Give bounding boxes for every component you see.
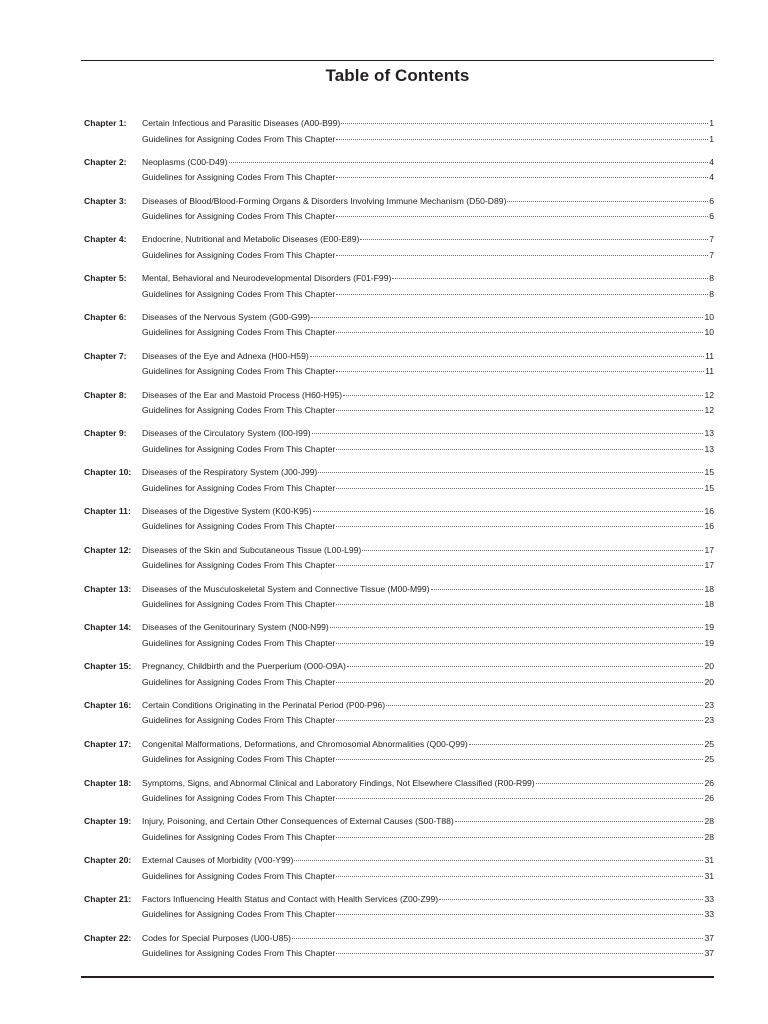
toc-chapter-11 xyxy=(81,504,714,543)
guideline-title: Guidelines for Assigning Codes From This Chapter xyxy=(142,715,336,726)
dot-leader xyxy=(336,255,708,256)
guideline-entry[interactable] xyxy=(142,713,714,728)
guideline-entry[interactable] xyxy=(142,519,714,534)
chapter-label: Chapter 19: xyxy=(84,816,132,827)
toc-chapter-9 xyxy=(81,426,714,465)
chapter-label: Chapter 14: xyxy=(84,622,132,633)
chapter-page-number: 23 xyxy=(704,699,714,710)
chapter-label: Chapter 15: xyxy=(84,661,132,672)
guideline-entry[interactable] xyxy=(142,132,714,147)
guideline-page-number: 26 xyxy=(704,793,714,804)
toc-page xyxy=(81,60,714,980)
chapter-entry[interactable] xyxy=(142,504,714,519)
dot-leader xyxy=(310,356,704,357)
chapter-title: Diseases of the Musculoskeletal System and Connective Tissue (M00-M99) xyxy=(142,583,430,594)
chapter-label: Chapter 18: xyxy=(84,777,132,788)
dot-leader xyxy=(229,162,709,163)
toc-chapter-5 xyxy=(81,271,714,310)
guideline-title: Guidelines for Assigning Codes From This Chapter xyxy=(142,599,336,610)
dot-leader xyxy=(336,643,703,644)
chapter-page-number: 4 xyxy=(709,156,714,167)
chapter-title: Endocrine, Nutritional and Metabolic Diseases (E00-E89) xyxy=(142,234,360,245)
chapter-label: Chapter 17: xyxy=(84,738,132,749)
chapter-page-number: 18 xyxy=(704,583,714,594)
toc-chapter-10 xyxy=(81,465,714,504)
dot-leader xyxy=(336,953,703,954)
dot-leader xyxy=(294,860,703,861)
chapter-page-number: 15 xyxy=(704,467,714,478)
guideline-title: Guidelines for Assigning Codes From This Chapter xyxy=(142,676,336,687)
chapter-page-number: 16 xyxy=(704,505,714,516)
chapter-entry[interactable] xyxy=(142,814,714,829)
guideline-page-number: 28 xyxy=(704,831,714,842)
chapter-label: Chapter 21: xyxy=(84,893,132,904)
dot-leader xyxy=(336,876,703,877)
guideline-entry[interactable] xyxy=(142,248,714,263)
chapter-title: Factors Influencing Health Status and Contact with Health Services (Z00-Z99) xyxy=(142,893,439,904)
dot-leader xyxy=(341,123,708,124)
chapter-entry[interactable] xyxy=(142,426,714,441)
dot-leader xyxy=(455,821,704,822)
chapter-page-number: 11 xyxy=(705,350,714,361)
guideline-title: Guidelines for Assigning Codes From This Chapter xyxy=(142,288,336,299)
guideline-entry[interactable] xyxy=(142,442,714,457)
chapter-entry[interactable] xyxy=(142,620,714,635)
guideline-entry[interactable] xyxy=(142,791,714,806)
page-title: Table of Contents xyxy=(325,66,470,85)
dot-leader xyxy=(292,938,703,939)
guideline-entry[interactable] xyxy=(142,481,714,496)
toc-chapter-13 xyxy=(81,582,714,621)
guideline-page-number: 4 xyxy=(709,172,714,183)
chapter-entry[interactable] xyxy=(142,737,714,752)
chapter-label: Chapter 1: xyxy=(84,118,127,128)
dot-leader xyxy=(336,294,708,295)
chapter-label: Chapter 13: xyxy=(84,583,132,594)
guideline-page-number: 33 xyxy=(704,909,714,920)
toc-chapter-20 xyxy=(81,853,714,892)
dot-leader xyxy=(431,589,704,590)
guideline-entry[interactable] xyxy=(142,403,714,418)
chapter-label: Chapter 9: xyxy=(84,428,127,439)
chapter-title: External Causes of Morbidity (V00-Y99) xyxy=(142,855,294,866)
dot-leader xyxy=(536,783,704,784)
guideline-title: Guidelines for Assigning Codes From This Chapter xyxy=(142,327,336,338)
chapter-title: Diseases of the Eye and Adnexa (H00-H59) xyxy=(142,350,309,361)
bottom-rule xyxy=(81,976,714,978)
dot-leader xyxy=(439,899,703,900)
chapter-label: Chapter 10: xyxy=(84,467,132,478)
chapter-title: Diseases of the Genitourinary System (N00-N99) xyxy=(142,622,329,633)
chapter-title: Symptoms, Signs, and Abnormal Clinical and Laboratory Findings, Not Elsewhere Classified (R00-R99) xyxy=(142,777,535,788)
dot-leader xyxy=(318,472,703,473)
guideline-page-number: 12 xyxy=(704,405,714,416)
chapter-entry[interactable] xyxy=(142,582,714,597)
chapter-label: Chapter 22: xyxy=(84,932,132,943)
chapter-page-number: 19 xyxy=(704,622,714,633)
guideline-entry[interactable] xyxy=(142,907,714,922)
chapter-page-number: 6 xyxy=(709,195,714,206)
chapter-entry[interactable] xyxy=(142,853,714,868)
top-rule xyxy=(81,60,714,61)
chapter-entry[interactable] xyxy=(142,155,714,170)
guideline-entry[interactable] xyxy=(142,752,714,767)
dot-leader xyxy=(392,278,708,279)
dot-leader xyxy=(336,488,703,489)
guideline-entry[interactable] xyxy=(142,209,714,224)
chapter-page-number: 37 xyxy=(704,932,714,943)
guideline-page-number: 11 xyxy=(705,366,714,377)
guideline-title: Guidelines for Assigning Codes From This Chapter xyxy=(142,560,336,571)
dot-leader xyxy=(336,837,703,838)
chapter-title: Neoplasms (C00-D49) xyxy=(142,156,228,167)
guideline-page-number: 19 xyxy=(704,637,714,648)
chapter-page-number: 26 xyxy=(704,777,714,788)
chapter-title: Congenital Malformations, Deformations, and Chromosomal Abnormalities (Q00-Q99) xyxy=(142,738,468,749)
toc-chapter-21 xyxy=(81,892,714,931)
chapter-page-number: 31 xyxy=(704,855,714,866)
chapter-entry[interactable] xyxy=(142,698,714,713)
guideline-page-number: 20 xyxy=(704,676,714,687)
dot-leader xyxy=(311,317,703,318)
dot-leader xyxy=(336,332,703,333)
chapter-page-number: 8 xyxy=(709,273,714,284)
dot-leader xyxy=(362,550,703,551)
toc-chapter-16 xyxy=(81,698,714,737)
chapter-page-number: 17 xyxy=(704,544,714,555)
toc-chapter-1 xyxy=(81,116,714,155)
guideline-page-number: 6 xyxy=(709,211,714,222)
guideline-entry[interactable] xyxy=(142,869,714,884)
dot-leader xyxy=(336,759,703,760)
toc-chapter-12 xyxy=(81,543,714,582)
dot-leader xyxy=(312,433,704,434)
dot-leader xyxy=(336,720,703,721)
chapter-title: Diseases of the Skin and Subcutaneous Tissue (L00-L99) xyxy=(142,544,362,555)
dot-leader xyxy=(313,511,704,512)
chapter-entry[interactable] xyxy=(142,892,714,907)
chapter-label: Chapter 4: xyxy=(84,234,127,245)
toc-chapter-8 xyxy=(81,388,714,427)
chapter-title: Diseases of the Circulatory System (I00-I99) xyxy=(142,428,311,439)
guideline-title: Guidelines for Assigning Codes From This Chapter xyxy=(142,211,336,222)
guideline-page-number: 10 xyxy=(704,327,714,338)
toc-chapter-15 xyxy=(81,659,714,698)
chapter-page-number: 1 xyxy=(709,118,714,128)
toc-chapter-19 xyxy=(81,814,714,853)
chapter-entry[interactable] xyxy=(142,310,714,325)
toc-chapter-6 xyxy=(81,310,714,349)
guideline-title: Guidelines for Assigning Codes From This Chapter xyxy=(142,637,336,648)
chapter-label: Chapter 12: xyxy=(84,544,132,555)
guideline-page-number: 37 xyxy=(704,948,714,959)
dot-leader xyxy=(336,682,703,683)
toc-chapter-7 xyxy=(81,349,714,388)
guideline-page-number: 23 xyxy=(704,715,714,726)
chapter-label: Chapter 3: xyxy=(84,195,127,206)
chapter-label: Chapter 8: xyxy=(84,389,127,400)
chapter-entry[interactable] xyxy=(142,465,714,480)
dot-leader xyxy=(469,744,704,745)
chapter-page-number: 28 xyxy=(704,816,714,827)
guideline-page-number: 25 xyxy=(704,754,714,765)
guideline-title: Guidelines for Assigning Codes From This Chapter xyxy=(142,909,336,920)
toc-chapter-18 xyxy=(81,776,714,815)
dot-leader xyxy=(336,526,703,527)
chapter-entry[interactable] xyxy=(142,232,714,247)
chapter-label: Chapter 11: xyxy=(84,505,131,516)
chapter-entry[interactable] xyxy=(142,271,714,286)
guideline-entry[interactable] xyxy=(142,325,714,340)
guideline-title: Guidelines for Assigning Codes From This Chapter xyxy=(142,482,336,493)
chapter-label: Chapter 7: xyxy=(84,350,127,361)
dot-leader xyxy=(343,395,703,396)
guideline-entry[interactable] xyxy=(142,830,714,845)
chapter-title: Mental, Behavioral and Neurodevelopmental Disorders (F01-F99) xyxy=(142,273,392,284)
guideline-page-number: 16 xyxy=(704,521,714,532)
guideline-entry[interactable] xyxy=(142,170,714,185)
guideline-title: Guidelines for Assigning Codes From This Chapter xyxy=(142,133,336,144)
guideline-title: Guidelines for Assigning Codes From This Chapter xyxy=(142,366,336,377)
guideline-title: Guidelines for Assigning Codes From This Chapter xyxy=(142,831,336,842)
guideline-entry[interactable] xyxy=(142,636,714,651)
toc-chapter-2 xyxy=(81,155,714,194)
chapter-entry[interactable] xyxy=(142,776,714,791)
guideline-title: Guidelines for Assigning Codes From This Chapter xyxy=(142,443,336,454)
chapter-title: Certain Conditions Originating in the Perinatal Period (P00-P96) xyxy=(142,699,386,710)
dot-leader xyxy=(386,705,703,706)
guideline-title: Guidelines for Assigning Codes From This Chapter xyxy=(142,521,336,532)
dot-leader xyxy=(336,449,703,450)
chapter-entry[interactable] xyxy=(142,543,714,558)
dot-leader xyxy=(347,666,704,667)
chapter-entry[interactable] xyxy=(142,349,714,364)
guideline-title: Guidelines for Assigning Codes From This Chapter xyxy=(142,405,336,416)
chapter-label: Chapter 20: xyxy=(84,855,132,866)
chapter-label: Chapter 6: xyxy=(84,311,127,322)
guideline-page-number: 8 xyxy=(709,288,714,299)
chapter-page-number: 10 xyxy=(704,311,714,322)
dot-leader xyxy=(336,604,703,605)
dot-leader xyxy=(330,627,704,628)
chapter-page-number: 25 xyxy=(704,738,714,749)
chapter-label: Chapter 2: xyxy=(84,156,127,167)
guideline-title: Guidelines for Assigning Codes From This Chapter xyxy=(142,754,336,765)
chapter-page-number: 13 xyxy=(704,428,714,439)
toc-chapter-22 xyxy=(81,931,714,970)
dot-leader xyxy=(336,177,708,178)
chapter-title: Certain Infectious and Parasitic Diseases (A00-B99) xyxy=(142,118,341,128)
chapter-title: Diseases of the Digestive System (K00-K95) xyxy=(142,505,312,516)
toc-chapter-3 xyxy=(81,194,714,233)
chapter-page-number: 12 xyxy=(704,389,714,400)
chapter-title: Diseases of the Ear and Mastoid Process (H60-H95) xyxy=(142,389,343,400)
chapter-title: Injury, Poisoning, and Certain Other Consequences of External Causes (S00-T88) xyxy=(142,816,454,827)
guideline-page-number: 7 xyxy=(709,249,714,260)
chapter-entry[interactable] xyxy=(142,194,714,209)
guideline-page-number: 13 xyxy=(704,443,714,454)
guideline-title: Guidelines for Assigning Codes From This Chapter xyxy=(142,948,336,959)
guideline-entry[interactable] xyxy=(142,675,714,690)
guideline-page-number: 31 xyxy=(704,870,714,881)
guideline-title: Guidelines for Assigning Codes From This Chapter xyxy=(142,870,336,881)
dot-leader xyxy=(336,371,704,372)
chapter-page-number: 20 xyxy=(704,661,714,672)
guideline-page-number: 1 xyxy=(709,133,714,144)
dot-leader xyxy=(336,139,708,140)
dot-leader xyxy=(336,914,703,915)
dot-leader xyxy=(336,565,703,566)
chapter-title: Diseases of the Respiratory System (J00-J99) xyxy=(142,467,318,478)
guideline-page-number: 17 xyxy=(704,560,714,571)
dot-leader xyxy=(336,410,703,411)
chapter-entry[interactable] xyxy=(142,931,714,946)
chapter-title: Diseases of the Nervous System (G00-G99) xyxy=(142,311,311,322)
guideline-entry[interactable] xyxy=(142,597,714,612)
chapter-label: Chapter 5: xyxy=(84,273,127,284)
chapter-entry[interactable] xyxy=(142,659,714,674)
guideline-entry[interactable] xyxy=(142,287,714,302)
dot-leader xyxy=(336,216,708,217)
toc-chapter-17 xyxy=(81,737,714,776)
dot-leader xyxy=(360,239,708,240)
guideline-page-number: 15 xyxy=(704,482,714,493)
guideline-title: Guidelines for Assigning Codes From This Chapter xyxy=(142,172,336,183)
chapter-entry[interactable] xyxy=(142,388,714,403)
chapter-title: Diseases of Blood/Blood-Forming Organs & Disorders Involving Immune Mechanism (D50-D89) xyxy=(142,195,507,206)
chapter-title: Codes for Special Purposes (U00-U85) xyxy=(142,932,292,943)
chapter-title: Pregnancy, Childbirth and the Puerperium (O00-O9A) xyxy=(142,661,346,672)
guideline-page-number: 18 xyxy=(704,599,714,610)
guideline-entry[interactable] xyxy=(142,364,714,379)
guideline-entry[interactable] xyxy=(142,558,714,573)
dot-leader xyxy=(507,201,708,202)
toc-chapter-14 xyxy=(81,620,714,659)
guideline-title: Guidelines for Assigning Codes From This Chapter xyxy=(142,249,336,260)
guideline-title: Guidelines for Assigning Codes From This Chapter xyxy=(142,793,336,804)
dot-leader xyxy=(336,798,703,799)
chapter-entry[interactable] xyxy=(142,116,714,131)
toc-chapter-4 xyxy=(81,232,714,271)
chapter-label: Chapter 16: xyxy=(84,699,132,710)
chapter-page-number: 33 xyxy=(704,893,714,904)
guideline-entry[interactable] xyxy=(142,946,714,961)
chapter-page-number: 7 xyxy=(709,234,714,245)
toc-list xyxy=(81,116,714,970)
